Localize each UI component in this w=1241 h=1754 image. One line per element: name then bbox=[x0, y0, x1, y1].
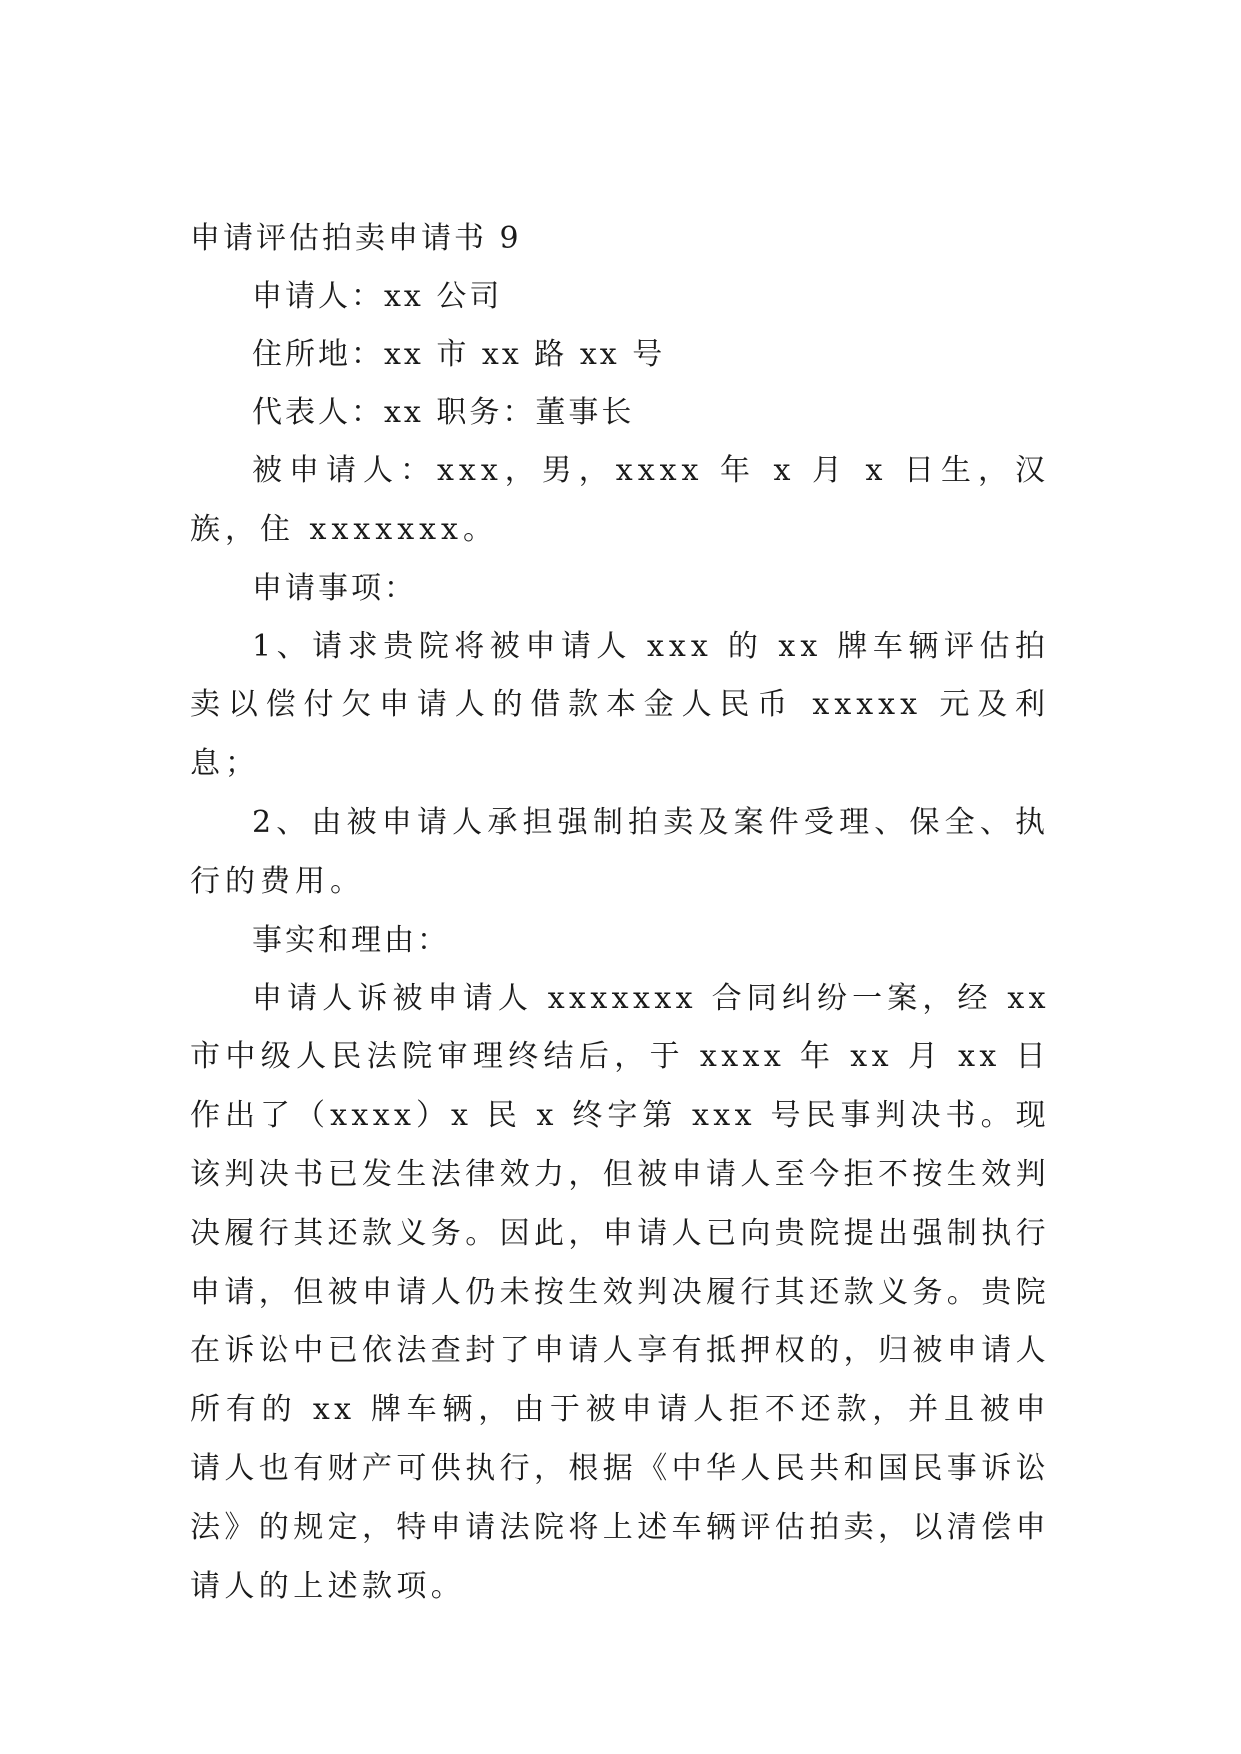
document-title: 申请评估拍卖申请书 9 bbox=[190, 221, 522, 256]
claim-item-1: 1、请求贵院将被申请人 xxx 的 xx 牌车辆评估拍卖以偿付欠申请人的借款本金人民币 xxxxx 元及利息； bbox=[190, 628, 1050, 782]
claims-heading: 申请事项： bbox=[252, 570, 417, 606]
address-line: 住所地：xx 市 xx 路 xx 号 bbox=[252, 337, 666, 372]
representative-line: 代表人：xx 职务：董事长 bbox=[252, 395, 635, 430]
respondent-paragraph: 被申请人：xxx，男，xxxx 年 x 月 x 日生，汉族，住 xxxxxxx。 bbox=[190, 453, 1050, 547]
facts-heading: 事实和理由： bbox=[252, 922, 450, 958]
facts-paragraph: 申请人诉被申请人 xxxxxxx 合同纠纷一案，经 xx 市中级人民法院审理终结后，于 xxxx 年 xx 月 xx 日作出了（xxxx）x 民 x 终字第 xxx 号民事判决书。现该判决书已发生法律效力，但被申请人至今拒不按生效判决履行其还款义务。因此，申请人已向贵院提出强制执行申请，但被申请人仍未按生效判决履行其还款义务。贵院在诉讼中已依法查封了申请人享有抵押权的，归被申请人所有的 xx 牌车辆，由于被申请人拒不还款，并且被申请人也有财产可供执行，根据《中华人民共和国民事诉讼法》的规定，特申请法院将上述车辆评估拍卖，以清偿申请人的上述款项。 bbox=[190, 980, 1050, 1604]
claim-item-2: 2、由被申请人承担强制拍卖及案件受理、保全、执行的费用。 bbox=[190, 804, 1050, 899]
applicant-line: 申请人：xx 公司 bbox=[252, 279, 503, 314]
document-page bbox=[190, 210, 1050, 1616]
